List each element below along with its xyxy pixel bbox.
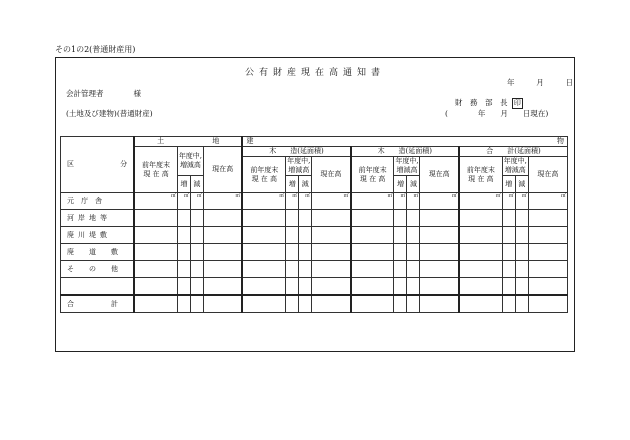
- value-cell[interactable]: [502, 244, 515, 261]
- value-cell[interactable]: [407, 261, 420, 278]
- row-label: [61, 261, 135, 278]
- value-cell[interactable]: [242, 210, 285, 227]
- value-cell[interactable]: [351, 193, 394, 210]
- table-row: [61, 244, 568, 261]
- value-cell[interactable]: [502, 227, 515, 244]
- now-label: 現在高: [320, 170, 342, 178]
- increase-header: [394, 176, 407, 193]
- value-cell[interactable]: [515, 193, 528, 210]
- value-cell[interactable]: [394, 227, 407, 244]
- value-cell[interactable]: [134, 261, 177, 278]
- inc-label: 増: [505, 179, 513, 188]
- prev-line1: 前年度末: [466, 165, 495, 174]
- value-cell[interactable]: [459, 193, 502, 210]
- value-cell[interactable]: [351, 278, 394, 296]
- value-cell[interactable]: [177, 244, 190, 261]
- unit-mark: ㎡: [387, 193, 393, 199]
- value-cell[interactable]: [407, 193, 420, 210]
- value-cell[interactable]: [515, 227, 528, 244]
- value-cell[interactable]: [190, 244, 203, 261]
- value-cell[interactable]: [394, 210, 407, 227]
- value-cell[interactable]: [351, 227, 394, 244]
- value-cell[interactable]: [420, 261, 459, 278]
- row-label: [61, 210, 135, 227]
- unit-mark: ㎡: [413, 193, 419, 199]
- value-cell[interactable]: [134, 295, 177, 313]
- decrease-header: [190, 176, 203, 193]
- building-header-2: 物: [557, 137, 564, 145]
- date-line: [507, 77, 574, 88]
- group-header-2: [459, 147, 568, 157]
- value-cell[interactable]: [242, 227, 285, 244]
- value-cell[interactable]: [299, 261, 312, 278]
- group-now-header: [420, 157, 459, 193]
- change-label: 年度中,増減高: [287, 157, 311, 174]
- building-header: [242, 137, 567, 147]
- value-cell[interactable]: [351, 244, 394, 261]
- value-cell[interactable]: [203, 261, 242, 278]
- value-cell[interactable]: [407, 295, 420, 313]
- group-prev-header: [351, 157, 394, 193]
- unit-mark: ㎡: [279, 193, 285, 199]
- value-cell[interactable]: [459, 227, 502, 244]
- table-row: [61, 261, 568, 278]
- building-header-1: 建: [246, 137, 254, 145]
- group-change-header: [286, 157, 312, 176]
- value-cell[interactable]: [190, 261, 203, 278]
- unit-mark: ㎡: [292, 193, 298, 199]
- group-name: 木 造(延面積): [269, 147, 324, 155]
- land-prev-header: [134, 147, 177, 193]
- value-cell[interactable]: [134, 244, 177, 261]
- table-row: [61, 278, 568, 296]
- value-cell[interactable]: [515, 295, 528, 313]
- value-cell[interactable]: [528, 295, 567, 313]
- value-cell[interactable]: [299, 193, 312, 210]
- value-cell[interactable]: [134, 210, 177, 227]
- unit-mark: ㎡: [508, 193, 514, 199]
- value-cell[interactable]: [312, 295, 351, 313]
- value-cell[interactable]: [134, 227, 177, 244]
- value-cell[interactable]: [407, 227, 420, 244]
- value-cell[interactable]: [459, 210, 502, 227]
- value-cell[interactable]: [407, 244, 420, 261]
- value-cell[interactable]: [242, 244, 285, 261]
- value-cell[interactable]: [351, 210, 394, 227]
- value-cell[interactable]: [459, 244, 502, 261]
- value-cell[interactable]: [420, 193, 459, 210]
- value-cell[interactable]: [515, 278, 528, 296]
- value-cell[interactable]: [242, 193, 285, 210]
- prev-line2: 現 在 高: [468, 174, 494, 183]
- value-cell[interactable]: [286, 193, 299, 210]
- day-label: 日: [565, 78, 575, 87]
- row-label: [61, 278, 135, 296]
- row-label: [61, 227, 135, 244]
- value-cell[interactable]: [407, 278, 420, 296]
- value-cell[interactable]: [502, 193, 515, 210]
- value-cell[interactable]: [459, 295, 502, 313]
- value-cell[interactable]: [515, 261, 528, 278]
- value-cell[interactable]: [394, 261, 407, 278]
- value-cell[interactable]: [299, 227, 312, 244]
- value-cell[interactable]: [528, 244, 567, 261]
- month-label: 月: [536, 78, 545, 87]
- row-label-ku: 区: [67, 160, 74, 168]
- value-cell[interactable]: [394, 278, 407, 296]
- decrease-header: [515, 176, 528, 193]
- value-cell[interactable]: [312, 278, 351, 296]
- value-cell[interactable]: [420, 210, 459, 227]
- value-cell[interactable]: [420, 295, 459, 313]
- value-cell[interactable]: [242, 261, 285, 278]
- prev-line1: 前年度末: [250, 165, 279, 174]
- change-label: 年度中,増減高: [395, 157, 419, 174]
- now-label: 現在高: [212, 165, 234, 173]
- now-label: 現在高: [537, 170, 559, 178]
- table-row: [61, 227, 568, 244]
- value-cell[interactable]: [312, 193, 351, 210]
- row-label: [61, 193, 135, 210]
- prev-line2: 現 在 高: [359, 174, 386, 183]
- value-cell[interactable]: [286, 244, 299, 261]
- value-cell[interactable]: [286, 210, 299, 227]
- value-cell[interactable]: [177, 227, 190, 244]
- value-cell[interactable]: [286, 227, 299, 244]
- value-cell[interactable]: [528, 227, 567, 244]
- unit-mark: ㎡: [400, 193, 406, 199]
- unit-mark: ㎡: [495, 193, 501, 199]
- group-header-0: [242, 147, 350, 157]
- table-row: [61, 295, 568, 313]
- inc-label: 増: [180, 179, 188, 188]
- increase-header: [502, 176, 515, 193]
- unit-mark: ㎡: [235, 193, 241, 199]
- row-label-text: そ の 他: [67, 264, 122, 273]
- finance-director-label: 財 務 部 長: [455, 98, 508, 107]
- value-cell[interactable]: [203, 227, 242, 244]
- value-cell[interactable]: [286, 278, 299, 296]
- value-cell[interactable]: [203, 193, 242, 210]
- asset-table: [60, 136, 568, 313]
- decrease-header: [299, 176, 312, 193]
- value-cell[interactable]: [286, 295, 299, 313]
- value-cell[interactable]: [394, 193, 407, 210]
- unit-mark: ㎡: [521, 193, 527, 199]
- year-label: 年: [507, 78, 516, 87]
- group-change-header: [394, 157, 420, 176]
- increase-header: [286, 176, 299, 193]
- land-header-2: 地: [212, 137, 220, 145]
- value-cell[interactable]: [203, 244, 242, 261]
- row-label-text: 合 計: [67, 299, 122, 308]
- row-label-text: 廃 道 敷: [67, 247, 122, 256]
- dec-label: 減: [301, 179, 309, 188]
- group-now-header: [312, 157, 351, 193]
- unit-mark: ㎡: [196, 193, 202, 199]
- value-cell[interactable]: [394, 244, 407, 261]
- land-change-header: [177, 147, 203, 176]
- unit-mark: ㎡: [451, 193, 457, 199]
- value-cell[interactable]: [351, 295, 394, 313]
- dec-label: 減: [409, 179, 417, 188]
- value-cell[interactable]: [286, 261, 299, 278]
- unit-mark: ㎡: [560, 193, 566, 199]
- increase-header: [177, 176, 190, 193]
- group-name: 合 計(延面積): [486, 147, 541, 155]
- value-cell[interactable]: [203, 295, 242, 313]
- value-cell[interactable]: [190, 210, 203, 227]
- unit-mark: ㎡: [170, 193, 176, 199]
- value-cell[interactable]: [502, 295, 515, 313]
- value-cell[interactable]: [177, 295, 190, 313]
- value-cell[interactable]: [203, 210, 242, 227]
- property-category: (土地及び建物)(普通財産): [66, 109, 153, 118]
- value-cell[interactable]: [299, 210, 312, 227]
- value-cell[interactable]: [420, 244, 459, 261]
- dec-label: 減: [518, 179, 526, 188]
- group-prev-header: [459, 157, 502, 193]
- prev-line1: 前年度末: [358, 165, 387, 174]
- group-change-header: [502, 157, 528, 176]
- decrease-header: [407, 176, 420, 193]
- unit-mark: ㎡: [183, 193, 189, 199]
- value-cell[interactable]: [312, 261, 351, 278]
- value-cell[interactable]: [459, 261, 502, 278]
- unit-mark: ㎡: [305, 193, 311, 199]
- land-header: [134, 137, 242, 147]
- value-cell[interactable]: [242, 278, 285, 296]
- value-cell[interactable]: [528, 210, 567, 227]
- land-now-header: [203, 147, 242, 193]
- row-label-text: 廃川堤敷: [67, 230, 111, 239]
- value-cell[interactable]: [190, 227, 203, 244]
- row-label: [61, 244, 135, 261]
- prev-line2: 現 在 高: [143, 169, 169, 178]
- inc-label: 増: [288, 179, 296, 188]
- row-label-header: [61, 137, 135, 193]
- value-cell[interactable]: [299, 278, 312, 296]
- value-cell[interactable]: [528, 261, 567, 278]
- value-cell[interactable]: [528, 278, 567, 296]
- seal-mark: 印: [513, 99, 521, 107]
- now-label: 現在高: [428, 170, 450, 178]
- value-cell[interactable]: [394, 295, 407, 313]
- value-cell[interactable]: [177, 210, 190, 227]
- value-cell[interactable]: [351, 261, 394, 278]
- land-header-1: 土: [157, 137, 165, 145]
- value-cell[interactable]: [299, 295, 312, 313]
- value-cell[interactable]: [407, 210, 420, 227]
- group-prev-header: [242, 157, 285, 193]
- value-cell[interactable]: [190, 278, 203, 296]
- table-row: [61, 193, 568, 210]
- form-title: 公有財産現在高通知書: [244, 68, 385, 78]
- change-label: 年度中,増減高: [503, 157, 527, 174]
- value-cell[interactable]: [312, 244, 351, 261]
- group-name: 木 造(延面積): [377, 147, 433, 155]
- group-header-1: [351, 147, 459, 157]
- value-cell[interactable]: [312, 227, 351, 244]
- value-cell[interactable]: [190, 193, 203, 210]
- value-cell[interactable]: [299, 244, 312, 261]
- row-label-bun: 分: [120, 160, 128, 168]
- change-label: 年度中,増減高: [178, 152, 203, 169]
- value-cell[interactable]: [203, 278, 242, 296]
- inc-label: 増: [396, 179, 404, 188]
- value-cell[interactable]: [515, 244, 528, 261]
- value-cell[interactable]: [312, 210, 351, 227]
- row-label-text: 河岸地等: [67, 213, 111, 222]
- value-cell[interactable]: [177, 193, 190, 210]
- value-cell[interactable]: [134, 193, 177, 210]
- value-cell[interactable]: [420, 278, 459, 296]
- value-cell[interactable]: [459, 278, 502, 296]
- value-cell[interactable]: [502, 278, 515, 296]
- value-cell[interactable]: [420, 227, 459, 244]
- form-caption: その1の2(普通財産用): [55, 45, 136, 54]
- value-cell[interactable]: [177, 261, 190, 278]
- value-cell[interactable]: [134, 278, 177, 296]
- value-cell[interactable]: [242, 295, 285, 313]
- addressee: 会計管理者 様: [66, 89, 141, 98]
- row-label: [61, 295, 135, 313]
- table-row: [61, 210, 568, 227]
- value-cell[interactable]: [190, 295, 203, 313]
- dec-label: 減: [193, 179, 201, 188]
- unit-mark: ㎡: [343, 193, 349, 199]
- group-now-header: [528, 157, 567, 193]
- value-cell[interactable]: [177, 278, 190, 296]
- as-of-date: ( 年 月 日現在): [445, 109, 549, 118]
- value-cell[interactable]: [502, 210, 515, 227]
- value-cell[interactable]: [515, 210, 528, 227]
- prev-line2: 現 在 高: [251, 174, 278, 183]
- row-label-text: 元 庁 舎: [67, 196, 102, 205]
- value-cell[interactable]: [502, 261, 515, 278]
- prev-line1: 前年度末: [142, 160, 171, 169]
- value-cell[interactable]: [528, 193, 567, 210]
